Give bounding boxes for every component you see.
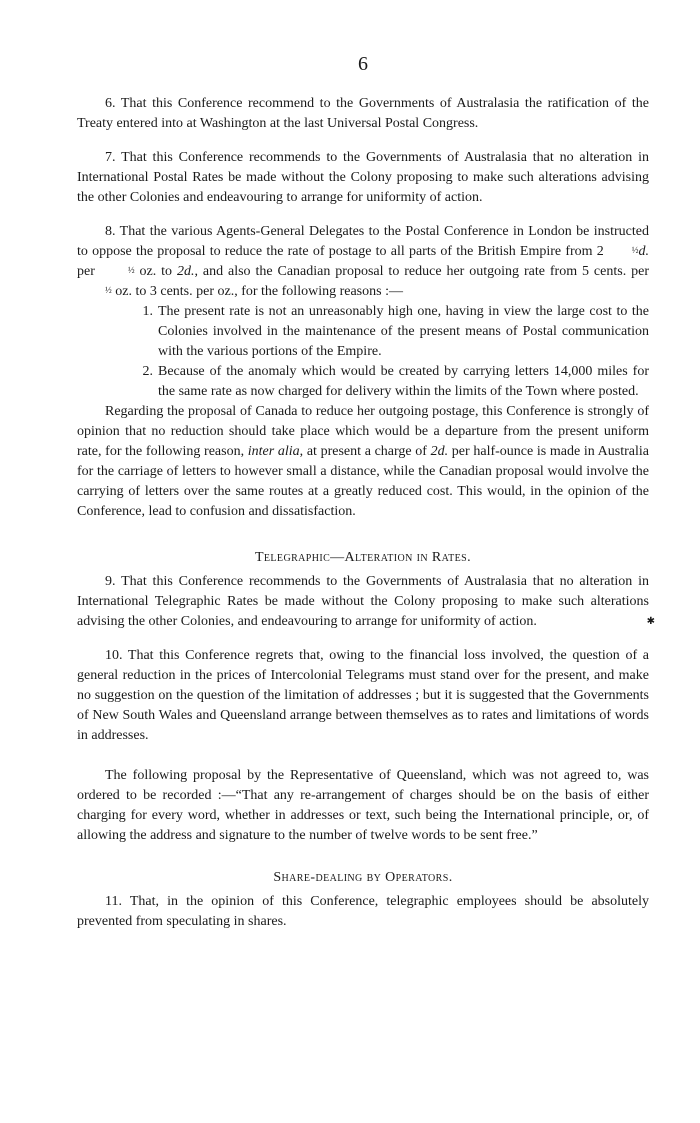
- queensland-proposal: The following proposal by the Representative of Queensland, which was not agreed to, was ordered to be recorded :—“That any re-arrangement of charges should be on the basis of either charging for every word, whether in addresses or text, such being the International principle, or, of allowing the address and signature to the number of twelve words to be sent free.”: [77, 768, 649, 843]
- reasons-list: [77, 302, 649, 402]
- resolution-8: 8. That the various Agents-General Delegates to the Postal Conference in London be instructed to oppose the proposal to reduce the rate of postage to all parts of the British Empire from 2 ½d. per ½ oz. to 2d., and also the Canadian proposal to reduce her outgoing rate from 5 cents. per ½ oz. to 3 cents. per oz., for the following reasons :—: [77, 224, 649, 299]
- list-item: [77, 302, 649, 362]
- resolution-9: 9. That this Conference recommends to the Governments of Australasia that no alteration in International Telegraphic Rates be made without the Colony proposing to make such alterations advising the other Colonies, and endeavouring to arrange for uniformity of action. ✱: [77, 572, 649, 632]
- resolution-10: 10. That this Conference regrets that, owing to the financial loss involved, the question of a general reduction in the prices of Intercolonial Telegrams must stand over for the present, and make no suggestion on the question of the limitation of addresses ; but it is suggested that the Governments of New South Wales and Queensland arrange between themselves as to rates and limitations of words in addresses.: [77, 648, 649, 743]
- resolution-7: 7. That this Conference recommends to the Governments of Australasia that no alteration in International Postal Rates be made without the Colony proposing to make such alterations advising the other Colonies and endeavouring to arrange for uniformity of action.: [77, 150, 649, 205]
- list-item-text: Because of the anomaly which would be created by carrying letters 14,000 miles for the same rate as now charged for delivery within the limits of the Town where posted.: [158, 364, 649, 399]
- ink-mark-icon: ✱: [646, 616, 655, 627]
- canada-paragraph: Regarding the proposal of Canada to reduce her outgoing postage, this Conference is strongly of opinion that no reduction should take place which would be a departure from the present uniform rate, for the following reason, inter alia, at present a charge of 2d. per half-ounce is made in Australia for the carriage of letters to however small a distance, while the Canadian proposal would involve the carrying of letters over the same routes at a greatly reduced cost. This would, in the opinion of the Conference, lead to confusion and dissatisfaction.: [77, 404, 649, 519]
- fraction-half: ½: [631, 245, 639, 255]
- fraction-half: ½: [105, 285, 112, 295]
- list-item-number: 2.: [142, 364, 153, 379]
- list-item: [77, 362, 649, 402]
- fraction-half: ½: [127, 265, 135, 275]
- section-heading-share-dealing: Share-dealing by Operators.: [273, 870, 453, 885]
- document-page: [77, 52, 655, 932]
- resolution-6: 6. That this Conference recommend to the Governments of Australasia the ratification of the Treaty entered into at Washington at the last Universal Postal Congress.: [77, 96, 649, 131]
- page-number: 6: [358, 53, 368, 75]
- resolution-11: 11. That, in the opinion of this Conference, telegraphic employees should be absolutely prevented from speculating in shares.: [77, 894, 649, 929]
- list-item-text: The present rate is not an unreasonably high one, having in view the large cost to the Colonies involved in the maintenance of the present means of Postal communication with the various portions of the Empire.: [158, 304, 649, 359]
- section-heading-telegraphic: Telegraphic—Alteration in Rates.: [254, 550, 472, 565]
- list-item-number: 1.: [142, 304, 153, 319]
